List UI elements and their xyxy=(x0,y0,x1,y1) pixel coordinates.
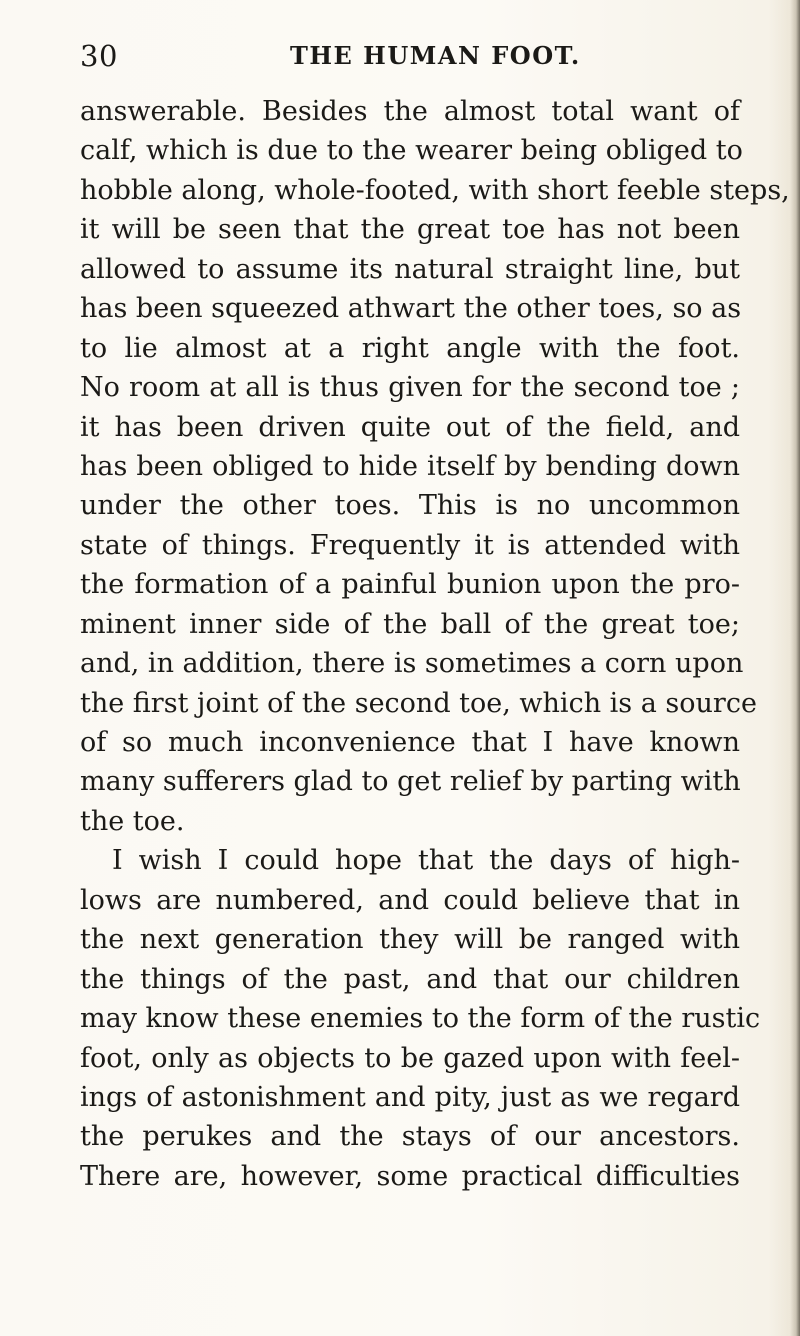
text-line: calf, which is due to the wearer being obliged to xyxy=(80,135,743,167)
text-line: the things of the past, and that our children xyxy=(80,963,740,995)
text-line: answerable. Besides the almost total want of xyxy=(80,96,740,127)
text-line: the first joint of the second toe, which is a source xyxy=(80,687,757,719)
text-line: foot, only as objects to be gazed upon with feel- xyxy=(80,1042,740,1074)
text-line: it has been driven quite out of the field, and xyxy=(80,411,740,443)
text-line: has been obliged to hide itself by bending down xyxy=(80,450,740,482)
text-line: No room at all is thus given for the second toe ; xyxy=(80,372,740,404)
paragraph-start-line: I wish I could hope that the days of high- xyxy=(112,845,740,877)
text-line: the next generation they will be ranged with xyxy=(80,924,740,956)
text-line: lows are numbered, and could believe that in xyxy=(80,884,740,916)
text-line: minent inner side of the ball of the great toe; xyxy=(80,608,740,640)
text-line: many sufferers glad to get relief by parting with xyxy=(80,766,741,798)
text-line: hobble along, whole-footed, with short feeble steps, xyxy=(80,174,790,206)
text-line: it will be seen that the great toe has not been xyxy=(80,214,740,246)
paragraph-end-line: the toe. xyxy=(80,805,185,837)
text-line: allowed to assume its natural straight line, but xyxy=(80,253,740,285)
text-line: to lie almost at a right angle with the foot. xyxy=(80,332,740,364)
body-text xyxy=(80,92,790,1196)
text-line: has been squeezed athwart the other toes, so as xyxy=(80,293,742,325)
text-line: ings of astonishment and pity, just as we regard xyxy=(80,1081,740,1113)
text-line: the formation of a painful bunion upon the pro- xyxy=(80,569,740,601)
text-line: and, in addition, there is sometimes a corn upon xyxy=(80,648,744,680)
page-edge-shadow xyxy=(790,0,800,1336)
text-line: of so much inconvenience that I have known xyxy=(80,727,740,758)
text-line: state of things. Frequently it is attended with xyxy=(80,529,740,561)
text-line: the perukes and the stays of our ancestors. xyxy=(80,1121,740,1153)
text-line: under the other toes. This is no uncommon xyxy=(80,490,740,522)
running-head xyxy=(80,34,740,78)
text-line: may know these enemies to the form of the rustic xyxy=(80,1003,761,1035)
page-number: 30 xyxy=(80,39,118,73)
running-title: THE HUMAN FOOT. xyxy=(290,41,581,70)
text-line: There are, however, some practical difficulties xyxy=(80,1160,740,1192)
